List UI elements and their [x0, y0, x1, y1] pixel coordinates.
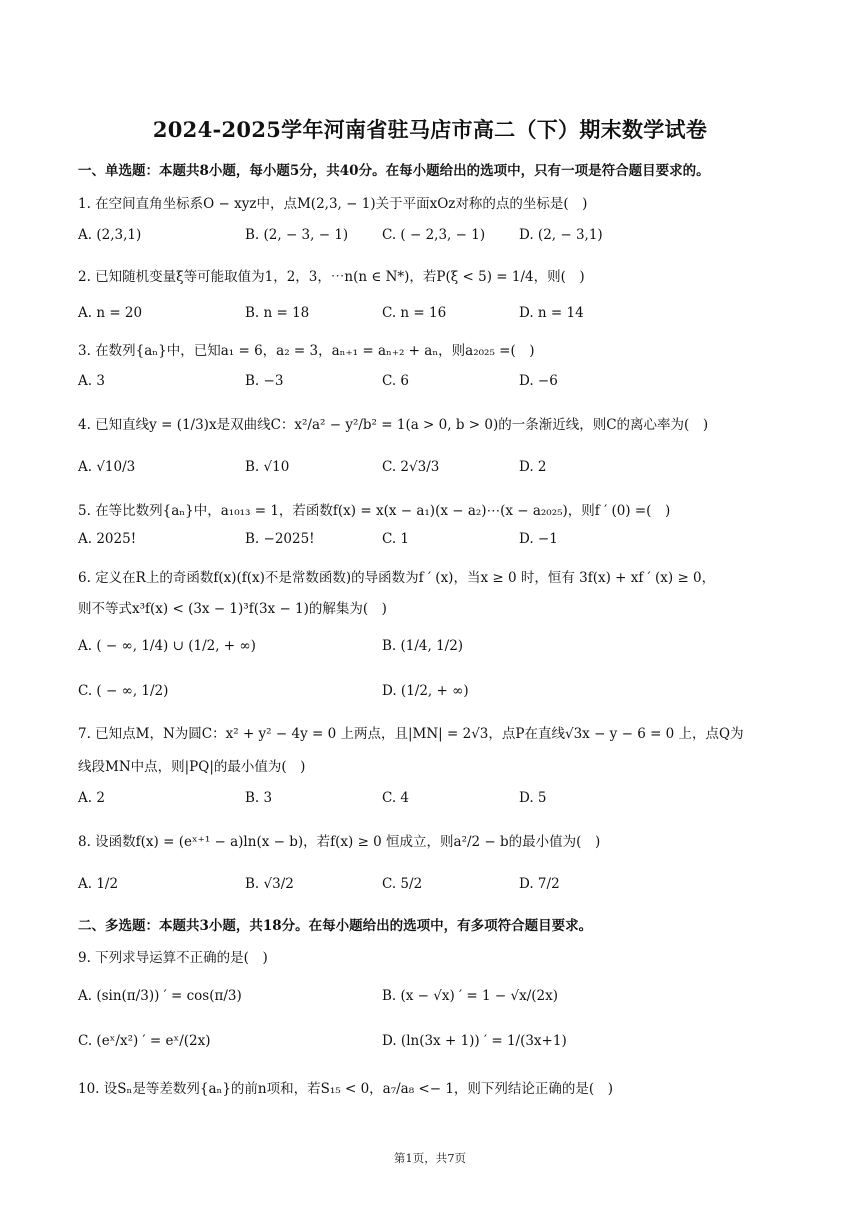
question-3-option-a: A. 3 [78, 373, 105, 389]
question-8-option-a: A. 1/2 [78, 876, 119, 892]
question-2-option-a: A. n = 20 [78, 305, 143, 321]
question-9-option-c: C. (eˣ/x²) ′ = eˣ/(2x) [78, 1033, 211, 1049]
question-5-option-d: D. −1 [519, 531, 558, 547]
page-footer: 第1页，共7页 [393, 1151, 467, 1165]
question-8-option-c: C. 5/2 [382, 876, 423, 892]
question-9-option-d: D. (ln(3x + 1)) ′ = 1/(3x+1) [382, 1033, 567, 1049]
question-5-option-a: A. 2025! [78, 531, 137, 547]
page-title: 2024-2025学年河南省驻马店市高二（下）期末数学试卷 [152, 117, 708, 142]
question-9-option-b: B. (x − √x) ′ = 1 − √x/(2x) [382, 988, 558, 1004]
question-10-stem: 10. 设Sₙ是等差数列{aₙ}的前n项和，若S₁₅ < 0，a₇/a₈ <− 1，则下列结论正确的是( ) [78, 1081, 613, 1097]
question-6-option-c: C. ( − ∞, 1/2) [78, 683, 169, 699]
question-7-stem: 7. 已知点M，N为圆C：x² + y² − 4y = 0 上两点，且|MN| = 2√3，点P在直线√3x − y − 6 = 0 上，点Q为 [78, 726, 744, 742]
question-9-option-a: A. (sin(π/3)) ′ = cos(π/3) [78, 988, 242, 1004]
question-4-option-b: B. √10 [245, 459, 290, 475]
question-4-option-a: A. √10/3 [78, 459, 136, 475]
question-7-option-c: C. 4 [382, 790, 410, 806]
question-7-option-a: A. 2 [78, 790, 105, 806]
question-1-option-d: D. (2, − 3,1) [519, 227, 603, 243]
question-5-option-b: B. −2025! [245, 531, 315, 547]
question-1-option-a: A. (2,3,1) [78, 227, 142, 243]
question-7-stem-line2: 线段MN中点，则|PQ|的最小值为( ) [78, 759, 306, 775]
question-2-option-d: D. n = 14 [519, 305, 584, 321]
question-4-option-d: D. 2 [519, 459, 547, 475]
question-6-stem: 6. 定义在R上的奇函数f(x)(f(x)不是常数函数)的导函数为f ′ (x)，当x ≥ 0 时，恒有 3f(x) + xf ′ (x) ≥ 0， [78, 570, 716, 586]
question-6-stem-line2: 则不等式x³f(x) < (3x − 1)³f(3x − 1)的解集为( ) [78, 601, 387, 617]
question-7-option-b: B. 3 [245, 790, 273, 806]
question-4-stem: 4. 已知直线y = (1/3)x是双曲线C：x²/a² − y²/b² = 1(a > 0, b > 0)的一条渐近线，则C的离心率为( ) [78, 417, 709, 433]
question-9-stem: 9. 下列求导运算不正确的是( ) [78, 950, 268, 966]
section-multi-choice-header: 二、多选题：本题共3小题，共18分。在每小题给出的选项中，有多项符合题目要求。 [78, 918, 593, 934]
question-2-option-c: C. n = 16 [382, 305, 447, 321]
section-single-choice-header: 一、单选题：本题共8小题，每小题5分，共40分。在每小题给出的选项中，只有一项是符合题目要求的。 [78, 163, 710, 179]
question-6-option-a: A. ( − ∞, 1/4) ∪ (1/2, + ∞) [78, 638, 256, 654]
question-3-option-b: B. −3 [245, 373, 284, 389]
question-1-option-c: C. ( − 2,3, − 1) [382, 227, 486, 243]
question-3-option-d: D. −6 [519, 373, 558, 389]
question-3-stem: 3. 在数列{aₙ}中，已知a₁ = 6，a₂ = 3，aₙ₊₁ = aₙ₊₂ + aₙ，则a₂₀₂₅ =( ) [78, 343, 535, 359]
question-8-stem: 8. 设函数f(x) = (eˣ⁺¹ − a)ln(x − b)，若f(x) ≥ 0 恒成立，则a²/2 − b的最小值为( ) [78, 834, 601, 850]
question-2-stem: 2. 已知随机变量ξ等可能取值为1，2，3，⋯n(n ∈ N*)，若P(ξ < 5) = 1/4，则( ) [78, 269, 585, 285]
question-1-stem: 1. 在空间直角坐标系O − xyz中，点M(2,3, − 1)关于平面xOz对称的点的坐标是( ) [78, 196, 588, 212]
question-5-option-c: C. 1 [382, 531, 410, 547]
question-8-option-d: D. 7/2 [519, 876, 560, 892]
question-4-option-c: C. 2√3/3 [382, 459, 440, 475]
question-3-option-c: C. 6 [382, 373, 410, 389]
question-1-option-b: B. (2, − 3, − 1) [245, 227, 349, 243]
question-6-option-d: D. (1/2, + ∞) [382, 683, 469, 699]
question-5-stem: 5. 在等比数列{aₙ}中，a₁₀₁₃ = 1，若函数f(x) = x(x − a₁)(x − a₂)⋯(x − a₂₀₂₅)，则f ′ (0) =( ) [78, 503, 671, 519]
question-8-option-b: B. √3/2 [245, 876, 294, 892]
question-6-option-b: B. (1/4, 1/2) [382, 638, 464, 654]
question-2-option-b: B. n = 18 [245, 305, 310, 321]
question-7-option-d: D. 5 [519, 790, 547, 806]
